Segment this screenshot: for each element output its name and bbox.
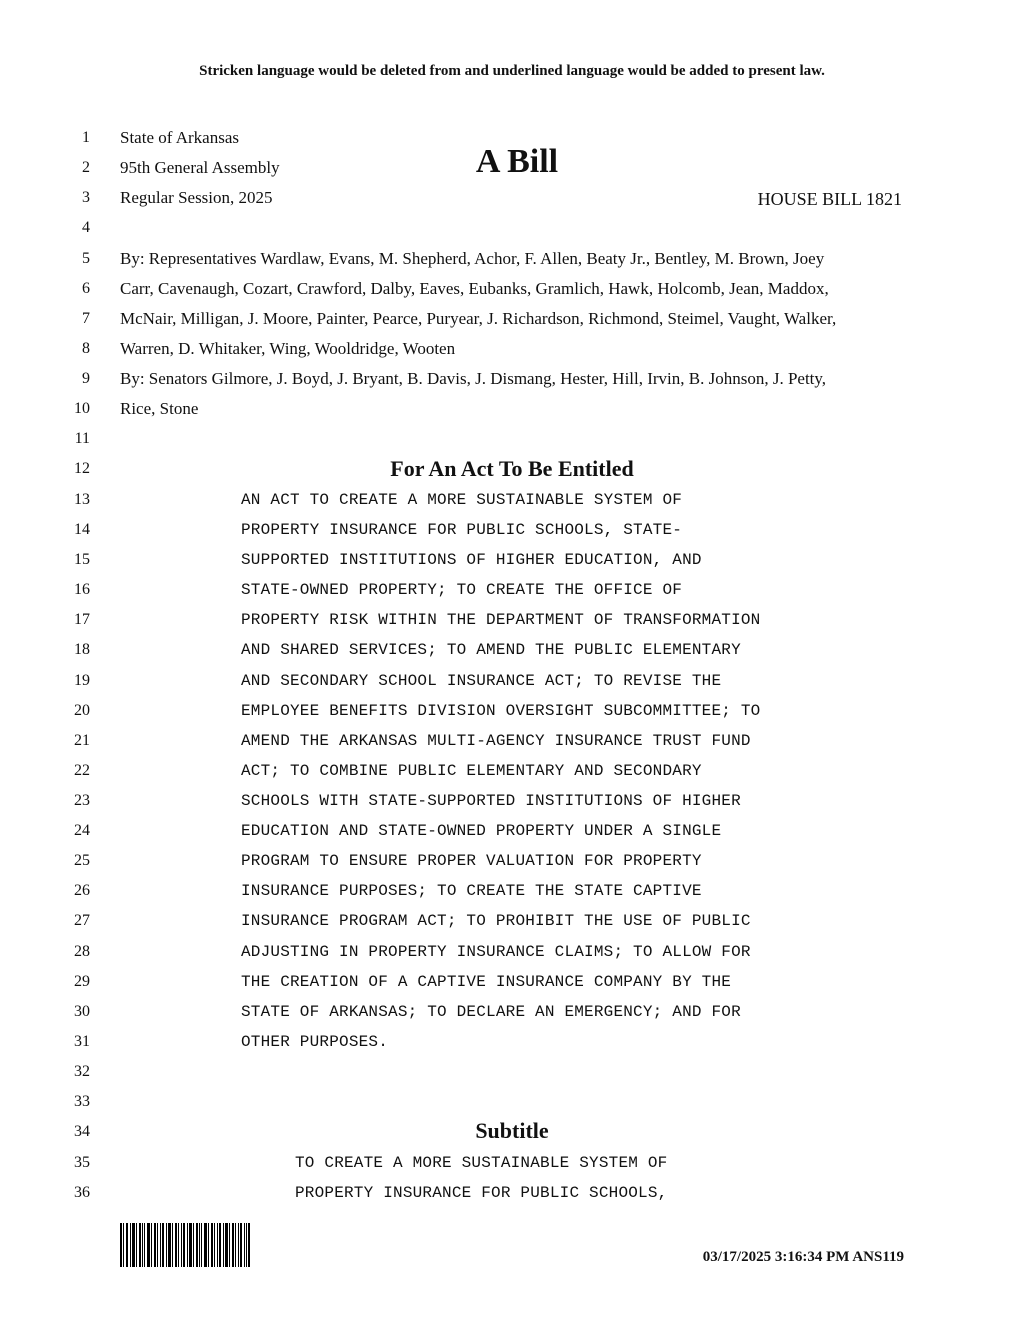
line-number: 32 (74, 1063, 90, 1080)
subtitle-heading: Subtitle (475, 1118, 549, 1143)
line-number: 17 (74, 611, 90, 628)
act-line: OTHER PURPOSES. (241, 1033, 389, 1051)
act-line: STATE OF ARKANSAS; TO DECLARE AN EMERGENCY; AND FOR (241, 1003, 741, 1021)
line-number: 10 (74, 400, 90, 417)
line-number: 31 (74, 1033, 90, 1050)
act-line: EMPLOYEE BENEFITS DIVISION OVERSIGHT SUBCOMMITTEE; TO (241, 702, 761, 720)
line-number: 6 (82, 280, 90, 297)
sponsor-line: Rice, Stone (120, 399, 199, 418)
sponsor-line: By: Senators Gilmore, J. Boyd, J. Bryant, B. Davis, J. Dismang, Hester, Hill, Irvin, B. Johnson, J. Petty, (120, 369, 827, 388)
act-line: PROGRAM TO ENSURE PROPER VALUATION FOR PROPERTY (241, 852, 702, 870)
line-number: 29 (74, 973, 90, 990)
act-line: STATE-OWNED PROPERTY; TO CREATE THE OFFICE OF (241, 581, 683, 599)
line-number: 35 (74, 1154, 90, 1171)
sponsor-line: By: Representatives Wardlaw, Evans, M. Shepherd, Achor, F. Allen, Beaty Jr., Bentley, M. Brown, Joey (120, 249, 825, 268)
act-line: INSURANCE PROGRAM ACT; TO PROHIBIT THE USE OF PUBLIC (241, 912, 751, 930)
barcode (120, 1223, 250, 1267)
act-line: AND SECONDARY SCHOOL INSURANCE ACT; TO REVISE THE (241, 672, 722, 690)
act-line: PROPERTY INSURANCE FOR PUBLIC SCHOOLS, STATE- (241, 521, 683, 539)
act-line: ADJUSTING IN PROPERTY INSURANCE CLAIMS; TO ALLOW FOR (241, 943, 751, 961)
act-line: EDUCATION AND STATE-OWNED PROPERTY UNDER A SINGLE (241, 822, 722, 840)
line-number: 23 (74, 792, 90, 809)
strike-notice: Stricken language would be deleted from and underlined language would be added to present law. (199, 63, 825, 79)
footer-timestamp: 03/17/2025 3:16:34 PM ANS119 (702, 1249, 904, 1265)
line-number: 5 (82, 250, 90, 267)
subtitle-line: PROPERTY INSURANCE FOR PUBLIC SCHOOLS, (295, 1184, 668, 1202)
bill-title: A Bill (475, 143, 559, 180)
line-number: 13 (74, 491, 90, 508)
line-number: 18 (74, 641, 90, 658)
line-number: 9 (82, 370, 90, 387)
act-line: PROPERTY RISK WITHIN THE DEPARTMENT OF TRANSFORMATION (241, 611, 761, 629)
line-number: 11 (74, 430, 90, 447)
act-line: AND SHARED SERVICES; TO AMEND THE PUBLIC ELEMENTARY (241, 641, 741, 659)
line-number: 27 (74, 912, 90, 929)
line-number: 34 (74, 1123, 90, 1140)
line-number: 2 (82, 159, 90, 176)
line-number: 1 (82, 129, 90, 146)
sponsor-line: Warren, D. Whitaker, Wing, Wooldridge, Wooten (120, 339, 456, 358)
line-number: 19 (74, 672, 90, 689)
act-line: AMEND THE ARKANSAS MULTI-AGENCY INSURANCE TRUST FUND (241, 732, 751, 750)
line-number: 28 (74, 943, 90, 960)
line-number: 15 (74, 551, 90, 568)
line-number: 25 (74, 852, 90, 869)
line-number: 3 (82, 189, 90, 206)
line-number: 4 (82, 219, 90, 236)
act-line: AN ACT TO CREATE A MORE SUSTAINABLE SYSTEM OF (241, 491, 683, 509)
line-number: 16 (74, 581, 90, 598)
line-number: 21 (74, 732, 90, 749)
act-line: SUPPORTED INSTITUTIONS OF HIGHER EDUCATION, AND (241, 551, 702, 569)
line-number: 20 (74, 702, 90, 719)
subtitle-line: TO CREATE A MORE SUSTAINABLE SYSTEM OF (295, 1154, 668, 1172)
line-number: 12 (74, 460, 90, 477)
line-number: 7 (82, 310, 90, 327)
act-line: ACT; TO COMBINE PUBLIC ELEMENTARY AND SECONDARY (241, 762, 702, 780)
line-number: 24 (74, 822, 90, 839)
line-number: 14 (74, 521, 90, 538)
act-line: SCHOOLS WITH STATE-SUPPORTED INSTITUTIONS OF HIGHER (241, 792, 741, 810)
act-line: THE CREATION OF A CAPTIVE INSURANCE COMPANY BY THE (241, 973, 732, 991)
line-number: 22 (74, 762, 90, 779)
line-number: 33 (74, 1093, 90, 1110)
bill-number: HOUSE BILL 1821 (757, 189, 902, 209)
state-name: State of Arkansas (120, 128, 239, 147)
sponsor-line: Carr, Cavenaugh, Cozart, Crawford, Dalby, Eaves, Eubanks, Gramlich, Hawk, Holcomb, Jean, Maddox, (120, 279, 829, 298)
session: Regular Session, 2025 (120, 188, 273, 207)
line-number: 26 (74, 882, 90, 899)
act-heading: For An Act To Be Entitled (390, 456, 634, 481)
sponsor-line: McNair, Milligan, J. Moore, Painter, Pearce, Puryear, J. Richardson, Richmond, Steimel, Vaught, Walker, (120, 309, 837, 328)
general-assembly: 95th General Assembly (120, 158, 280, 177)
line-number: 8 (82, 340, 90, 357)
line-number: 30 (74, 1003, 90, 1020)
line-number: 36 (74, 1184, 90, 1201)
act-line: INSURANCE PURPOSES; TO CREATE THE STATE CAPTIVE (241, 882, 702, 900)
